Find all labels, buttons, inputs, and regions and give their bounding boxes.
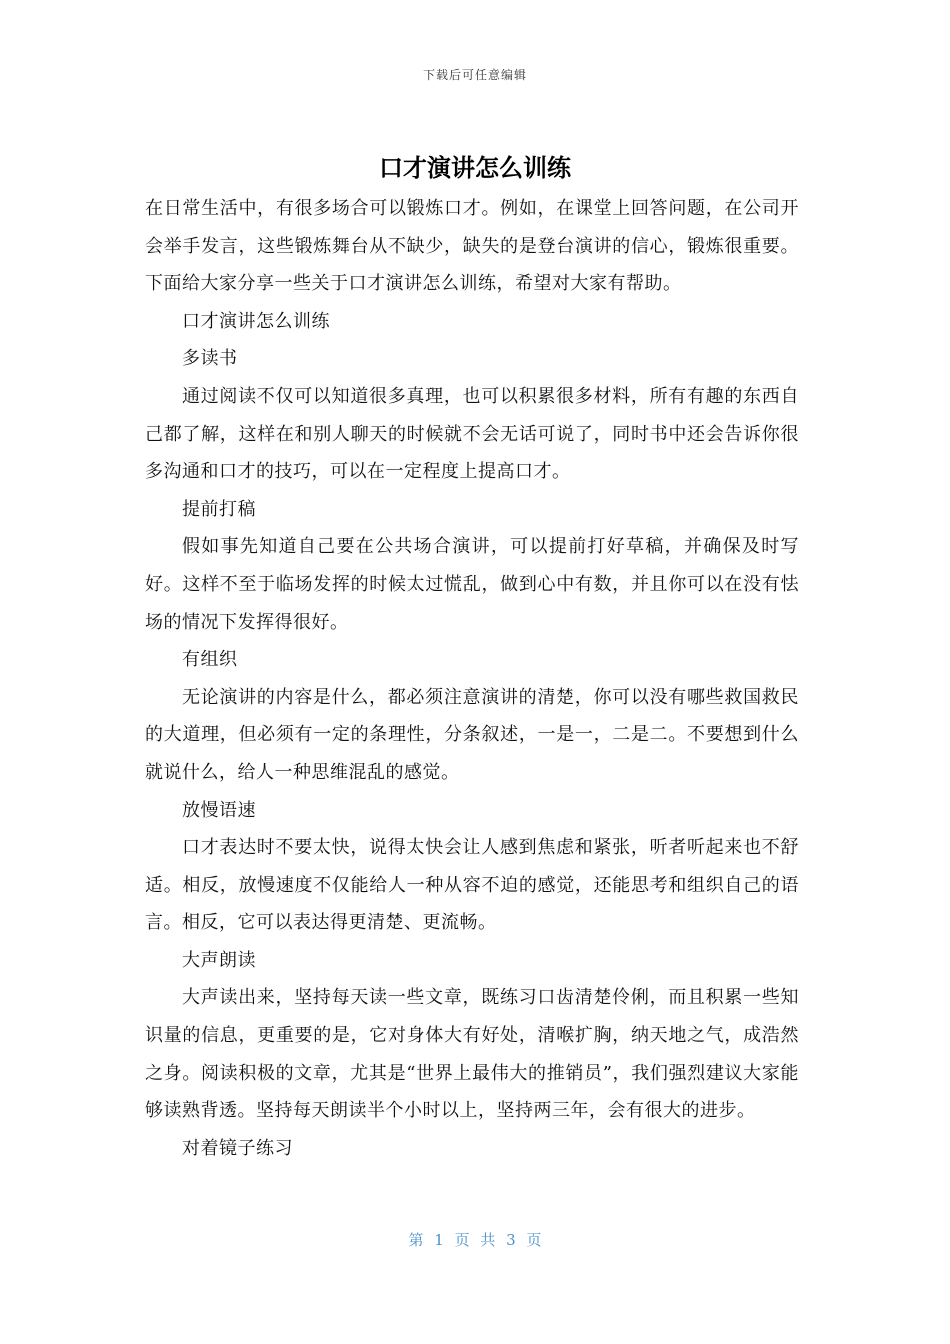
section-heading-read-books: 多读书 bbox=[182, 348, 238, 370]
section-heading-draft: 提前打稿 bbox=[182, 498, 256, 520]
section-heading-main: 口才演讲怎么训练 bbox=[182, 310, 330, 332]
section-heading-read-aloud: 大声朗读 bbox=[182, 949, 256, 971]
paragraph-slow-down: 口才表达时不要太快，说得太快会让人感到焦虑和紧张，听者听起来也不舒适。相反，放慢速度不仅能给人一种从容不迫的感觉，还能思考和组织自己的语言。相反，它可以表达得更清楚、更流畅。 bbox=[145, 837, 799, 934]
intro-paragraph: 在日常生活中，有很多场合可以锻炼口才。例如，在课堂上回答问题，在公司开会举手发言，这些锻炼舞台从不缺少，缺失的是登台演讲的信心，锻炼很重要。下面给大家分享一些关于口才演讲怎么训练，希望对大家有帮助。 bbox=[145, 198, 799, 295]
paragraph-draft: 假如事先知道自己要在公共场合演讲，可以提前打好草稿，并确保及时写好。这样不至于临场发挥的时候太过慌乱，做到心中有数，并且你可以在没有怯场的情况下发挥得很好。 bbox=[145, 536, 799, 633]
paragraph-read-books: 通过阅读不仅可以知道很多真理，也可以积累很多材料，所有有趣的东西自己都了解，这样在和别人聊天的时候就不会无话可说了，同时书中还会告诉你很多沟通和口才的技巧，可以在一定程度上提高口才。 bbox=[145, 385, 799, 483]
section-heading-slow-down: 放慢语速 bbox=[182, 799, 256, 821]
document-title: 口才演讲怎么训练 bbox=[379, 154, 571, 182]
section-heading-organized: 有组织 bbox=[182, 649, 238, 671]
page-footer: 第 1 页 共 3 页 bbox=[408, 1231, 542, 1249]
paragraph-organized: 无论演讲的内容是什么，都必须注意演讲的清楚，你可以没有哪些救国救民的大道理，但必须有一定的条理性，分条叙述，一是一，二是二。不要想到什么就说什么，给人一种思维混乱的感觉。 bbox=[145, 686, 799, 783]
header-note: 下载后可任意编辑 bbox=[422, 68, 527, 82]
section-heading-mirror: 对着镜子练习 bbox=[182, 1137, 293, 1159]
document-body bbox=[145, 190, 799, 1167]
paragraph-read-aloud: 大声读出来，坚持每天读一些文章，既练习口齿清楚伶俐，而且积累一些知识量的信息，更重要的是，它对身体大有好处，清喉扩胸，纳天地之气，成浩然之身。阅读积极的文章，尤其是“世界上最伟大的推销员”，我们强烈建议大家能够读熟背透。坚持每天朗读半个小时以上，坚持两三年，会有很大的进步。 bbox=[145, 987, 799, 1122]
